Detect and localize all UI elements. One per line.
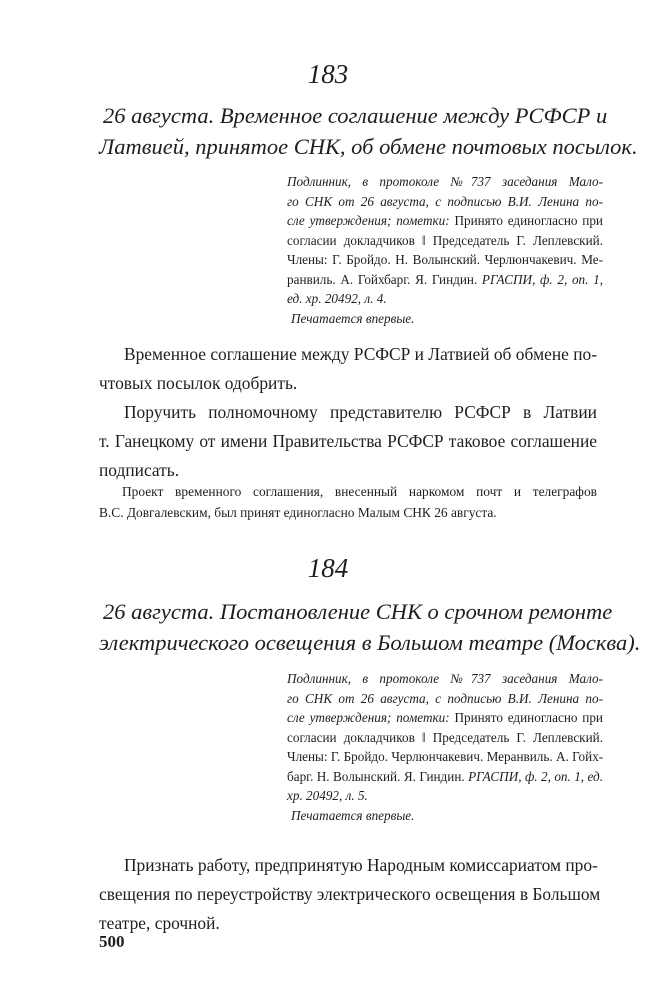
doc-183-printed-first: Печатается впервые. bbox=[291, 310, 415, 326]
doc-184-source-line-7: хр. 20492, л. 5. bbox=[287, 788, 368, 803]
doc-184-source-marks-text: Принято единогласно при bbox=[449, 710, 603, 725]
doc-184-source-line-2: го СНК от 26 августа, с подписью В.И. Ленина по- bbox=[287, 690, 603, 706]
doc-183-source-members: ранвиль. А. Гойхбарг. Я. Гиндин. bbox=[287, 271, 478, 287]
doc-184-printed-first: Печатается впервые. bbox=[291, 807, 415, 823]
doc-184-title-line-1: 26 августа. Постановление СНК о срочном ремонте bbox=[103, 599, 613, 624]
doc-184-number: 184 bbox=[307, 553, 349, 583]
doc-183-source-archive: РГАСПИ, ф. 2, оп. 1, bbox=[477, 271, 604, 287]
doc-184-title-line-2: электрического освещения в Большом театре (Москва). bbox=[99, 630, 641, 655]
doc-183-title-line-2: Латвией, принятое СНК, об обмене почтовых посылок. bbox=[99, 134, 638, 159]
doc-183-title-line-1: 26 августа. Временное соглашение между РСФСР и bbox=[103, 103, 608, 128]
doc-184-source-archive: РГАСПИ, ф. 2, оп. 1, ед. bbox=[464, 768, 604, 784]
doc-184-body bbox=[99, 851, 601, 938]
doc-183-source-line-2: го СНК от 26 августа, с подписью В.И. Ленина по- bbox=[287, 193, 603, 209]
doc-184-source-line-1: Подлинник, в протоколе №737 заседания Мало- bbox=[287, 671, 603, 686]
doc-184-source-line-3 bbox=[287, 708, 603, 728]
doc-184-source-marks-label: сле утверждения; пометки: bbox=[287, 710, 450, 725]
doc-183-body bbox=[99, 340, 597, 485]
page-number: 500 bbox=[99, 932, 125, 951]
doc-183-source-line-4: согласии докладчиков ‖ Председатель Г. Леплевский. bbox=[287, 232, 603, 248]
doc-183-source-note bbox=[287, 172, 603, 328]
doc-183-number: 183 bbox=[307, 59, 349, 89]
doc-184-source-line-6 bbox=[287, 767, 603, 787]
doc-184-title bbox=[99, 596, 641, 658]
doc-183-source-line-7: ед. хр. 20492, л. 4. bbox=[287, 291, 387, 306]
doc-183-title bbox=[99, 100, 638, 162]
doc-183-body-line-2: чтовых посылок одобрить. bbox=[99, 373, 298, 393]
doc-184-body-line-3: театре, срочной. bbox=[99, 913, 220, 933]
doc-183-source-line-3 bbox=[287, 211, 603, 231]
doc-183-source-line-5: Члены: Г. Бройдо. Н. Волынский. Черлюнчакевич. Ме- bbox=[287, 252, 603, 267]
doc-183-source-marks-label: сле утверждения; пометки: bbox=[287, 213, 450, 228]
doc-183-note-line-2: В.С. Довгалевским, был принят единогласно Малым СНК 26 августа. bbox=[99, 505, 497, 520]
doc-183-body-line-5: подписать. bbox=[99, 460, 180, 480]
doc-183-editorial-note bbox=[99, 481, 597, 523]
doc-184-source-line-4: согласии докладчиков ‖ Председатель Г. Леплевский. bbox=[287, 729, 603, 745]
doc-183-note-line-1: Проект временного соглашения, внесенный наркомом почт и телеграфов bbox=[122, 484, 597, 499]
doc-184-source-members: барг. Н. Волынский. Я. Гиндин. bbox=[287, 768, 465, 784]
doc-183-body-line-3: Поручить полномочному представителю РСФСР в Латвии bbox=[124, 402, 597, 422]
doc-183-source-line-6 bbox=[287, 270, 603, 290]
doc-183-source-line-1: Подлинник, в протоколе №737 заседания Мало- bbox=[287, 174, 603, 189]
doc-184-body-line-1: Признать работу, предпринятую Народным комиссариатом про- bbox=[124, 855, 598, 875]
doc-184-source-line-5: Члены: Г. Бройдо. Черлюнчакевич. Меранвиль. А. Гойх- bbox=[287, 749, 604, 764]
doc-183-body-line-4: т. Ганецкому от имени Правительства РСФСР таковое соглашение bbox=[99, 431, 597, 451]
doc-183-body-line-1: Временное соглашение между РСФСР и Латвией об обмене по- bbox=[124, 344, 598, 364]
doc-184-body-line-2: свещения по переустройству электрического освещения в Большом bbox=[99, 884, 601, 904]
doc-184-source-note bbox=[287, 669, 603, 825]
doc-183-source-marks-text: Принято единогласно при bbox=[449, 213, 603, 228]
